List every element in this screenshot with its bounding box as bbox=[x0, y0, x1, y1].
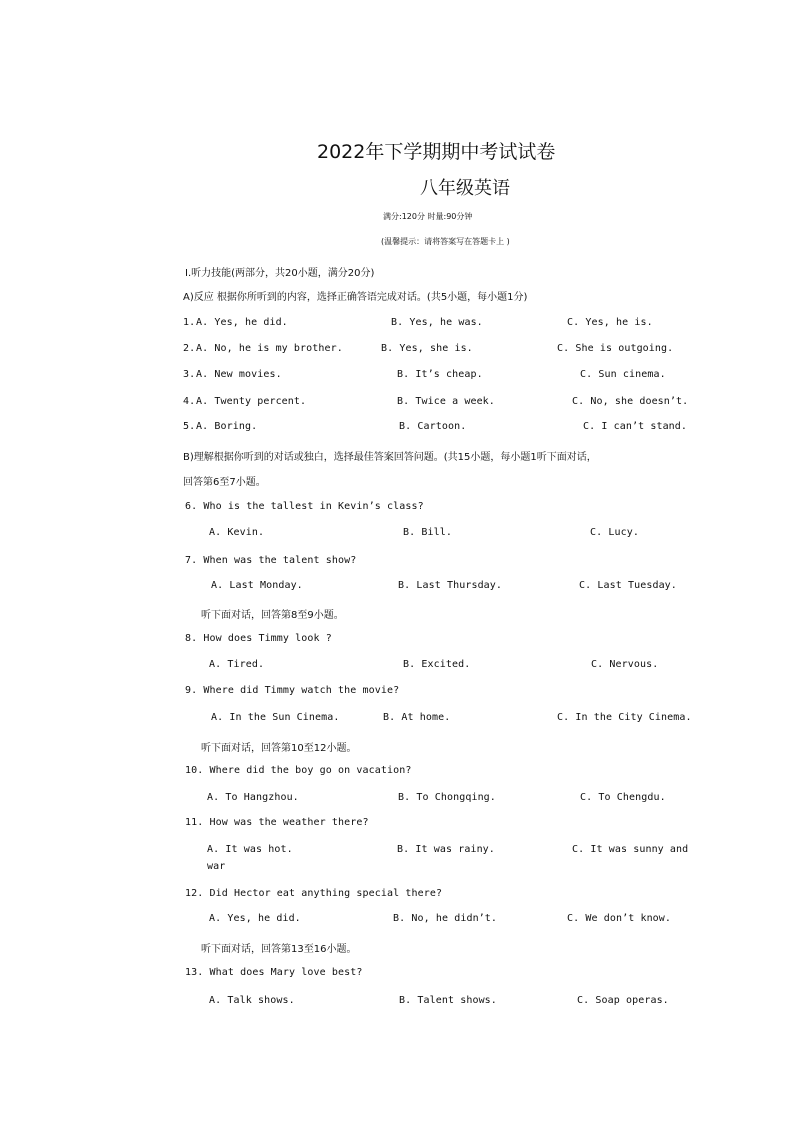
response-4-option-a: A. Twenty percent. bbox=[196, 396, 307, 407]
question-8-option-c: C. Nervous. bbox=[591, 659, 659, 670]
question-8-option-b: B. Excited. bbox=[403, 659, 471, 670]
question-6-option-a: A. Kevin. bbox=[209, 527, 265, 538]
exam-subtitle: 八年级英语 bbox=[420, 178, 510, 199]
question-10: 10. Where did the boy go on vacation? bbox=[185, 765, 412, 776]
response-5-option-a: A. Boring. bbox=[196, 421, 258, 432]
part-b-instruction: B)理解根据你听到的对话或独白，选择最佳答案回答问题。(共15小题，每小题1听下面对话， bbox=[183, 452, 597, 463]
instruction-q8-9: 听下面对话，回答第8至9小题。 bbox=[201, 610, 344, 621]
question-11-option-c-wrap: war bbox=[207, 861, 226, 872]
response-2-option-c: C. She is outgoing. bbox=[557, 343, 674, 354]
response-1-option-a: A. Yes, he did. bbox=[196, 317, 288, 328]
question-13: 13. What does Mary love best? bbox=[185, 967, 363, 978]
question-9-option-c: C. In the City Cinema. bbox=[557, 712, 692, 723]
section-heading: Ⅰ.听力技能(两部分，共20小题，满分20分) bbox=[185, 268, 375, 279]
question-11-option-b: B. It was rainy. bbox=[397, 844, 495, 855]
question-11: 11. How was the weather there? bbox=[185, 817, 369, 828]
question-12: 12. Did Hector eat anything special there? bbox=[185, 888, 443, 899]
question-6-option-b: B. Bill. bbox=[403, 527, 452, 538]
response-2-option-b: B. Yes, she is. bbox=[381, 343, 473, 354]
question-7-option-b: B. Last Thursday. bbox=[398, 580, 503, 591]
response-2-number: 2. bbox=[183, 343, 196, 354]
response-4-number: 4. bbox=[183, 396, 196, 407]
response-4-option-b: B. Twice a week. bbox=[397, 396, 495, 407]
response-5-option-b: B. Cartoon. bbox=[399, 421, 467, 432]
question-12-option-b: B. No, he didn’t. bbox=[393, 913, 498, 924]
part-b-instruction-continued: 回答第6至7小题。 bbox=[183, 477, 266, 488]
exam-note: (温馨提示：请将答案写在答题卡上 ) bbox=[381, 237, 510, 246]
question-10-option-a: A. To Hangzhou. bbox=[207, 792, 299, 803]
response-1-option-c: C. Yes, he is. bbox=[567, 317, 653, 328]
response-3-option-b: B. It’s cheap. bbox=[397, 369, 483, 380]
question-10-option-b: B. To Chongqing. bbox=[398, 792, 496, 803]
question-8-option-a: A. Tired. bbox=[209, 659, 265, 670]
question-6: 6. Who is the tallest in Kevin’s class? bbox=[185, 501, 424, 512]
question-13-option-b: B. Talent shows. bbox=[399, 995, 497, 1006]
instruction-q13-16: 听下面对话，回答第13至16小题。 bbox=[201, 944, 357, 955]
response-1-number: 1. bbox=[183, 317, 196, 328]
question-13-option-c: C. Soap operas. bbox=[577, 995, 669, 1006]
response-3-option-a: A. New movies. bbox=[196, 369, 282, 380]
question-7: 7. When was the talent show? bbox=[185, 555, 357, 566]
question-12-option-c: C. We don’t know. bbox=[567, 913, 672, 924]
question-6-option-c: C. Lucy. bbox=[590, 527, 639, 538]
question-13-option-a: A. Talk shows. bbox=[209, 995, 295, 1006]
question-11-option-a: A. It was hot. bbox=[207, 844, 293, 855]
response-2-option-a: A. No, he is my brother. bbox=[196, 343, 343, 354]
response-4-option-c: C. No, she doesn’t. bbox=[572, 396, 689, 407]
question-12-option-a: A. Yes, he did. bbox=[209, 913, 301, 924]
instruction-q10-12: 听下面对话，回答第10至12小题。 bbox=[201, 743, 357, 754]
question-11-option-c: C. It was sunny and bbox=[572, 844, 689, 855]
question-9-option-a: A. In the Sun Cinema. bbox=[211, 712, 340, 723]
response-5-number: 5. bbox=[183, 421, 196, 432]
question-9-option-b: B. At home. bbox=[383, 712, 451, 723]
response-1-option-b: B. Yes, he was. bbox=[391, 317, 483, 328]
response-3-option-c: C. Sun cinema. bbox=[580, 369, 666, 380]
exam-meta: 满分:120分 时量:90分钟 bbox=[383, 212, 473, 221]
response-5-option-c: C. I can’t stand. bbox=[583, 421, 688, 432]
question-10-option-c: C. To Chengdu. bbox=[580, 792, 666, 803]
question-7-option-a: A. Last Monday. bbox=[211, 580, 303, 591]
response-3-number: 3. bbox=[183, 369, 196, 380]
exam-title: 2022年下学期期中考试试卷 bbox=[317, 141, 556, 163]
part-a-instruction: A)反应 根据你所听到的内容，选择正确答语完成对话。(共5小题，每小题1分) bbox=[183, 292, 528, 303]
question-8: 8. How does Timmy look ? bbox=[185, 633, 332, 644]
question-7-option-c: C. Last Tuesday. bbox=[579, 580, 677, 591]
question-9: 9. Where did Timmy watch the movie? bbox=[185, 685, 400, 696]
